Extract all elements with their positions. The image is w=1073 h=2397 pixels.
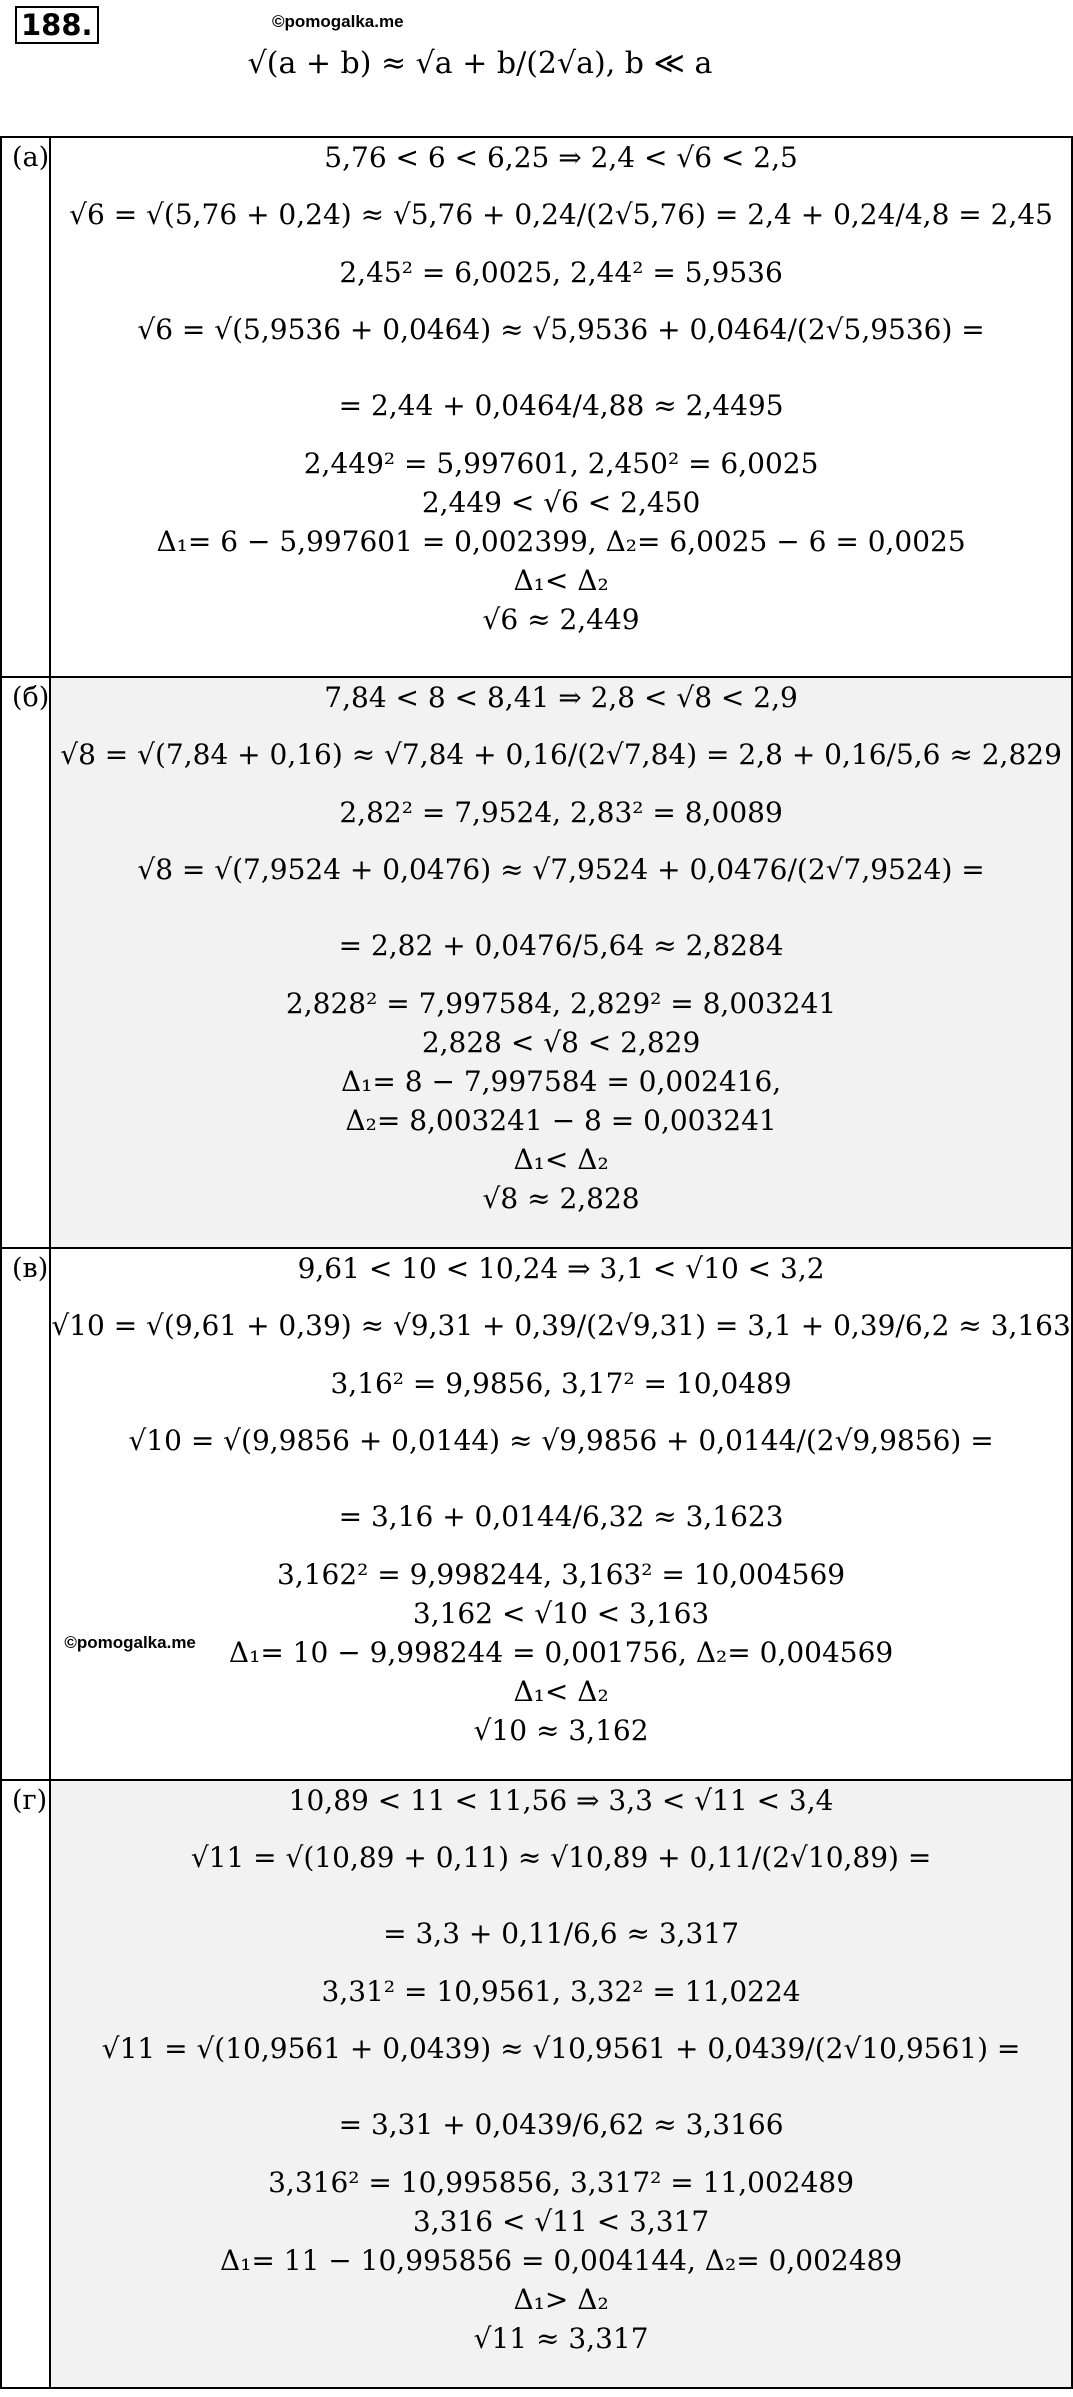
part-g-body (50, 1780, 1071, 2388)
watermark: ©pomogalka.me (272, 12, 404, 31)
math-line: = 3,31 + 0,0439/6,62 ≈ 3,3166 (338, 2108, 784, 2141)
math-line: 2,45² = 6,0025, 2,44² = 5,9536 (339, 256, 783, 289)
math-line: 2,82² = 7,9524, 2,83² = 8,0089 (339, 796, 783, 829)
math-line: 2,449 < √6 < 2,450 (421, 486, 701, 519)
part-label: (а) (1, 137, 50, 677)
math-line: Δ₁= 10 − 9,998244 = 0,001756, Δ₂= 0,004569 (228, 1636, 894, 1669)
math-line: 2,828 < √8 < 2,829 (421, 1026, 701, 1059)
part-a-body (50, 137, 1071, 677)
part-v-body (50, 1248, 1071, 1780)
math-line: 3,316² = 10,995856, 3,317² = 11,002489 (268, 2166, 855, 2199)
math-line: Δ₂= 8,003241 − 8 = 0,003241 (345, 1104, 777, 1137)
math-line: Δ₁= 8 − 7,997584 = 0,002416, (340, 1065, 782, 1098)
math-line: 3,31² = 10,9561, 3,32² = 11,0224 (321, 1975, 801, 2008)
math-line: √8 ≈ 2,828 (482, 1182, 640, 1215)
math-line: √10 = √(9,61 + 0,39) ≈ √9,31 + 0,39/(2√9,31) = 3,1 + 0,39/6,2 ≈ 3,163 (51, 1309, 1071, 1342)
header-formula: √(a + b) ≈ √a + b/(2√a), b ≪ a (247, 46, 713, 81)
math-line: 9,61 < 10 < 10,24 ⇒ 3,1 < √10 < 3,2 (297, 1252, 825, 1285)
part-a-row (1, 137, 1072, 677)
math-line: √10 ≈ 3,162 (473, 1714, 649, 1747)
math-line: √10 = √(9,9856 + 0,0144) ≈ √9,9856 + 0,0144/(2√9,9856) = (128, 1424, 994, 1457)
math-line: 3,162² = 9,998244, 3,163² = 10,004569 (277, 1558, 846, 1591)
math-line: = 3,16 + 0,0144/6,32 ≈ 3,1623 (338, 1500, 784, 1533)
math-line: Δ₁< Δ₂ (513, 564, 609, 597)
math-line: Δ₁< Δ₂ (513, 1675, 609, 1708)
solution-table (0, 136, 1073, 2389)
math-line: √8 = √(7,84 + 0,16) ≈ √7,84 + 0,16/(2√7,84) = 2,8 + 0,16/5,6 ≈ 2,829 (60, 738, 1062, 771)
math-line: 7,84 < 8 < 8,41 ⇒ 2,8 < √8 < 2,9 (324, 681, 798, 714)
part-v-row (1, 1248, 1072, 1780)
part-g-row (1, 1780, 1072, 2388)
math-line: Δ₁> Δ₂ (513, 2283, 609, 2316)
math-line: 2,449² = 5,997601, 2,450² = 6,0025 (303, 447, 819, 480)
problem-number: 188. (15, 6, 99, 44)
part-b-body (50, 677, 1071, 1248)
part-label: (в) (1, 1248, 50, 1780)
math-line: √11 = √(10,89 + 0,11) ≈ √10,89 + 0,11/(2√10,89) = (190, 1841, 932, 1874)
part-b-row (1, 677, 1072, 1248)
math-line: √6 = √(5,76 + 0,24) ≈ √5,76 + 0,24/(2√5,76) = 2,4 + 0,24/4,8 = 2,45 (69, 198, 1053, 231)
math-line: 3,16² = 9,9856, 3,17² = 10,0489 (330, 1367, 792, 1400)
math-line: = 2,82 + 0,0476/5,64 ≈ 2,8284 (338, 929, 784, 962)
math-line: 5,76 < 6 < 6,25 ⇒ 2,4 < √6 < 2,5 (324, 141, 798, 174)
math-line: 10,89 < 11 < 11,56 ⇒ 3,3 < √11 < 3,4 (288, 1784, 834, 1817)
math-line: = 2,44 + 0,0464/4,88 ≈ 2,4495 (338, 389, 784, 422)
math-line: √11 ≈ 3,317 (473, 2322, 649, 2355)
part-label: (б) (1, 677, 50, 1248)
math-line: Δ₁< Δ₂ (513, 1143, 609, 1176)
math-line: 3,316 < √11 < 3,317 (412, 2205, 710, 2238)
math-line: √6 = √(5,9536 + 0,0464) ≈ √5,9536 + 0,0464/(2√5,9536) = (137, 313, 985, 346)
math-line: Δ₁= 11 − 10,995856 = 0,004144, Δ₂= 0,002489 (219, 2244, 903, 2277)
watermark: ©pomogalka.me (64, 1633, 196, 1652)
math-line: 2,828² = 7,997584, 2,829² = 8,003241 (285, 987, 837, 1020)
math-line: = 3,3 + 0,11/6,6 ≈ 3,317 (383, 1917, 740, 1950)
math-line: √6 ≈ 2,449 (482, 603, 640, 636)
part-label: (г) (1, 1780, 50, 2388)
math-line: √8 = √(7,9524 + 0,0476) ≈ √7,9524 + 0,0476/(2√7,9524) = (137, 853, 985, 886)
math-line: Δ₁= 6 − 5,997601 = 0,002399, Δ₂= 6,0025 − 6 = 0,0025 (156, 525, 966, 558)
math-line: 3,162 < √10 < 3,163 (412, 1597, 710, 1630)
header (0, 0, 960, 140)
math-line: √11 = √(10,9561 + 0,0439) ≈ √10,9561 + 0,0439/(2√10,9561) = (101, 2032, 1021, 2065)
